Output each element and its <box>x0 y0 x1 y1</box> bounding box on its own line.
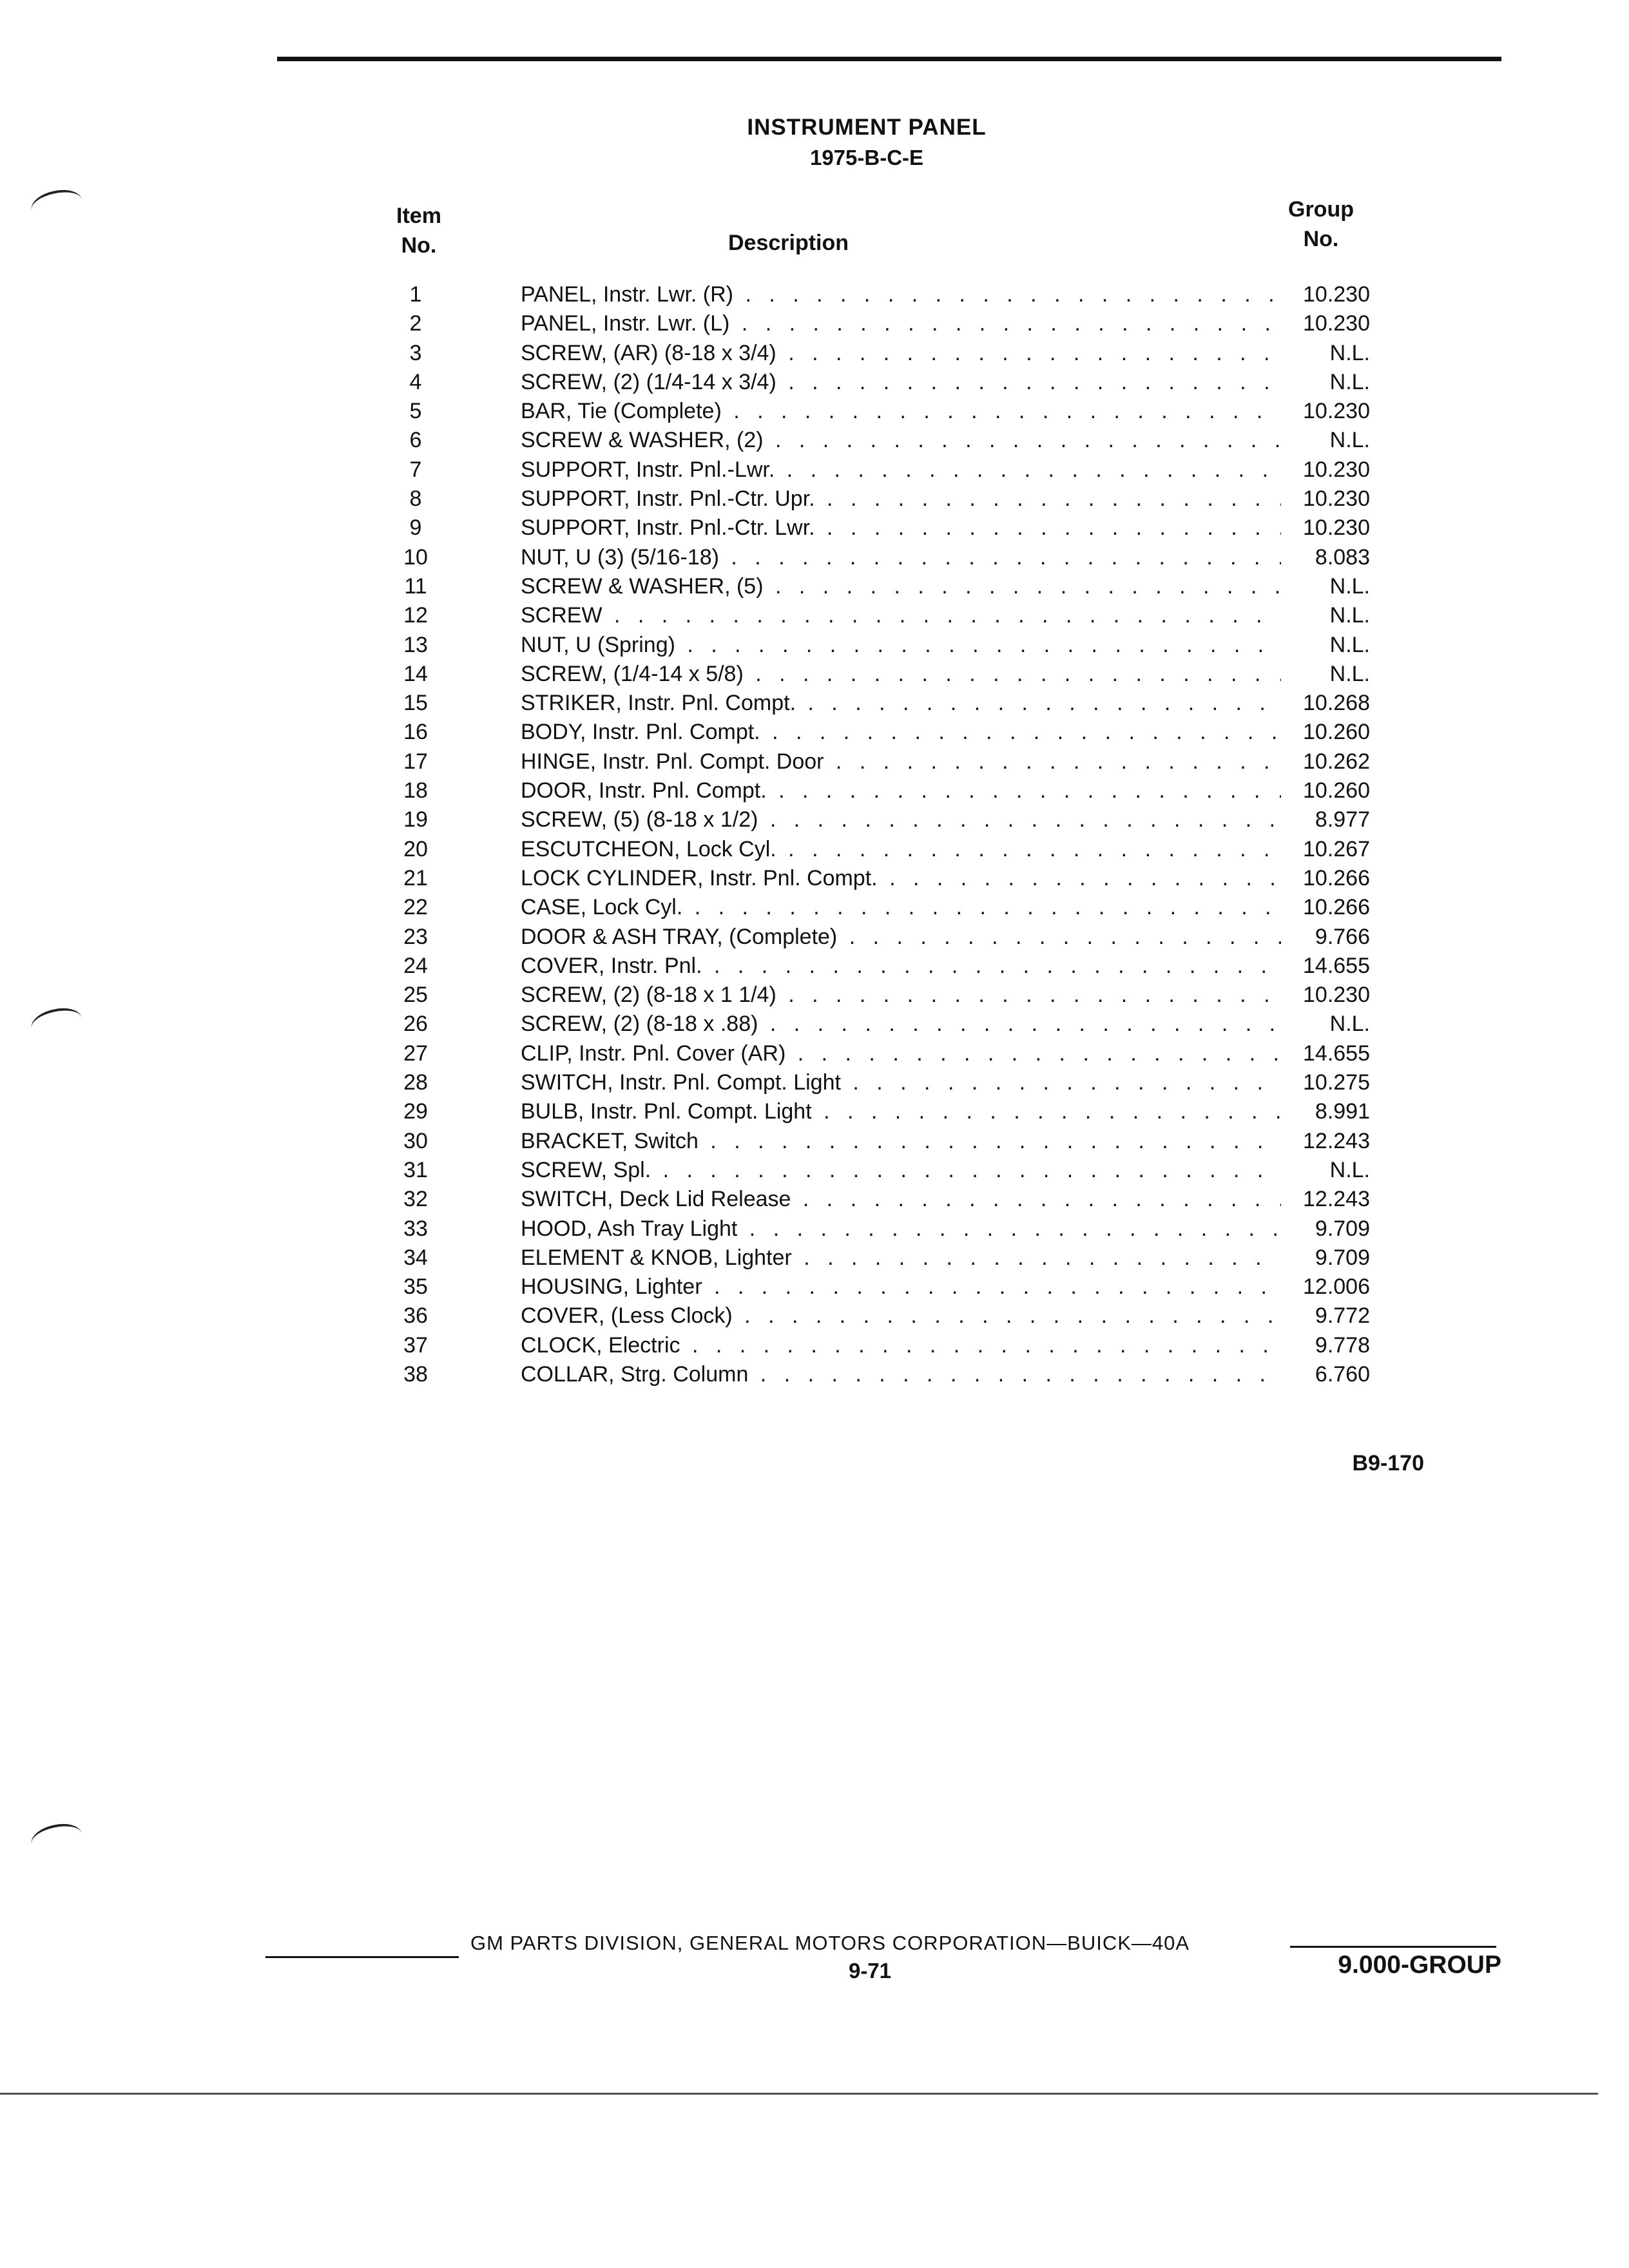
group-number: N.L. <box>1329 369 1370 394</box>
item-number: 7 <box>409 457 422 482</box>
item-number: 13 <box>403 632 428 657</box>
group-number: 8.977 <box>1315 807 1370 832</box>
footer-page-number: 9-71 <box>848 1959 892 1983</box>
column-header-description: Description <box>728 231 849 255</box>
parts-row <box>0 1302 1629 1331</box>
item-number: 20 <box>403 836 428 861</box>
item-description: BODY, Instr. Pnl. Compt. . . . <box>521 718 1281 747</box>
group-number: 12.243 <box>1303 1187 1370 1212</box>
item-number: 35 <box>403 1274 428 1300</box>
item-number: 24 <box>403 953 428 978</box>
group-number: N.L. <box>1329 428 1370 453</box>
group-number: 10.275 <box>1303 1070 1370 1095</box>
group-number: 10.266 <box>1303 895 1370 920</box>
item-description: ELEMENT & KNOB, Lighter . . . <box>521 1244 1281 1273</box>
group-number: 10.267 <box>1303 836 1370 861</box>
group-number: 10.268 <box>1303 691 1370 716</box>
item-description: SCREW & WASHER, (5) . . . <box>521 572 1281 601</box>
item-number: 4 <box>409 369 422 394</box>
page-subtitle: 1975-B-C-E <box>809 146 924 169</box>
parts-row <box>0 456 1629 485</box>
item-number: 17 <box>403 749 428 774</box>
group-number: 12.243 <box>1303 1128 1370 1153</box>
parts-row <box>0 631 1629 660</box>
item-number: 1 <box>409 282 422 307</box>
item-description: SUPPORT, Instr. Pnl.-Lwr. . . . <box>521 456 1281 485</box>
parts-row <box>0 1127 1629 1156</box>
item-description: SUPPORT, Instr. Pnl.-Ctr. Upr. . . . <box>521 485 1281 514</box>
parts-row <box>0 1331 1629 1360</box>
group-number: 10.260 <box>1303 720 1370 745</box>
binder-hole-mark <box>28 186 84 224</box>
item-number: 16 <box>403 720 428 745</box>
parts-row <box>0 893 1629 922</box>
item-description: SCREW, (1/4-14 x 5/8) . . . <box>521 660 1281 689</box>
group-number: 10.230 <box>1303 399 1370 424</box>
item-number: 15 <box>403 691 428 716</box>
item-description: SCREW, (2) (1/4-14 x 3/4) . . . <box>521 368 1281 397</box>
group-number: 6.760 <box>1315 1361 1370 1387</box>
group-number: N.L. <box>1329 632 1370 657</box>
item-description: SCREW, (5) (8-18 x 1/2) . . . <box>521 805 1281 834</box>
item-description: BAR, Tie (Complete) . . . <box>521 397 1281 426</box>
group-label: 9.000-GROUP <box>1338 1951 1501 1979</box>
parts-row <box>0 1010 1629 1039</box>
parts-row <box>0 952 1629 981</box>
parts-row <box>0 1185 1629 1214</box>
binder-hole-mark <box>28 1820 84 1858</box>
item-description: PANEL, Instr. Lwr. (R) . . . <box>521 280 1281 309</box>
top-rule <box>277 57 1501 61</box>
item-description: LOCK CYLINDER, Instr. Pnl. Compt. . . . <box>521 864 1281 893</box>
parts-row <box>0 514 1629 543</box>
item-number: 36 <box>403 1303 428 1329</box>
item-description: SWITCH, Instr. Pnl. Compt. Light . . . <box>521 1068 1281 1097</box>
group-number: 10.266 <box>1303 865 1370 890</box>
parts-row <box>0 805 1629 834</box>
item-number: 8 <box>409 486 422 512</box>
item-description: PANEL, Instr. Lwr. (L) . . . <box>521 309 1281 338</box>
item-description: HOUSING, Lighter . . . <box>521 1273 1281 1302</box>
parts-row <box>0 1273 1629 1302</box>
group-number: 14.655 <box>1303 1041 1370 1066</box>
group-number: 12.006 <box>1303 1274 1370 1300</box>
parts-row <box>0 572 1629 601</box>
parts-row <box>0 660 1629 689</box>
group-number: 9.772 <box>1315 1303 1370 1329</box>
item-number: 18 <box>403 778 428 803</box>
group-number: N.L. <box>1329 573 1370 599</box>
group-number: N.L. <box>1329 661 1370 686</box>
parts-row <box>0 1068 1629 1097</box>
parts-row <box>0 776 1629 805</box>
parts-row <box>0 601 1629 630</box>
column-header-item-no-text: Item No. <box>396 204 441 258</box>
item-number: 34 <box>403 1245 428 1270</box>
group-number: N.L. <box>1329 603 1370 628</box>
item-description: COVER, Instr. Pnl. . . . <box>521 952 1281 981</box>
item-description: SCREW & WASHER, (2) . . . <box>521 426 1281 455</box>
page-code: B9-170 <box>1352 1451 1424 1475</box>
parts-row <box>0 923 1629 952</box>
group-number: 10.230 <box>1303 282 1370 307</box>
group-number: N.L. <box>1329 1157 1370 1182</box>
parts-row <box>0 339 1629 368</box>
item-number: 22 <box>403 895 428 920</box>
parts-row <box>0 309 1629 338</box>
item-number: 29 <box>403 1099 428 1124</box>
item-description: COLLAR, Strg. Column . . . <box>521 1360 1281 1389</box>
item-description: HINGE, Instr. Pnl. Compt. Door . . . <box>521 747 1281 776</box>
item-description: STRIKER, Instr. Pnl. Compt. . . . <box>521 689 1281 718</box>
footer-rule-right <box>1290 1946 1496 1948</box>
parts-row <box>0 747 1629 776</box>
item-description: SCREW . . . <box>521 601 1281 630</box>
item-number: 21 <box>403 865 428 890</box>
item-description: SCREW, Spl. . . . <box>521 1156 1281 1185</box>
item-description: SCREW, (2) (8-18 x .88) . . . <box>521 1010 1281 1039</box>
parts-row <box>0 864 1629 893</box>
item-description: ESCUTCHEON, Lock Cyl. . . . <box>521 835 1281 864</box>
bottom-rule <box>0 2093 1598 2095</box>
item-description: NUT, U (3) (5/16-18) . . . <box>521 543 1281 572</box>
group-number: 10.230 <box>1303 515 1370 541</box>
group-number: 9.709 <box>1315 1216 1370 1241</box>
item-number: 23 <box>403 924 428 949</box>
item-number: 19 <box>403 807 428 832</box>
group-number: 9.766 <box>1315 924 1370 949</box>
item-description: SWITCH, Deck Lid Release . . . <box>521 1185 1281 1214</box>
group-number: 9.709 <box>1315 1245 1370 1270</box>
item-number: 14 <box>403 661 428 686</box>
item-number: 26 <box>403 1012 428 1037</box>
parts-row <box>0 689 1629 718</box>
item-description: COVER, (Less Clock) . . . <box>521 1302 1281 1331</box>
parts-row <box>0 1039 1629 1068</box>
column-header-item-no <box>380 201 458 260</box>
item-number: 3 <box>409 340 422 365</box>
item-description: DOOR, Instr. Pnl. Compt. . . . <box>521 776 1281 805</box>
column-header-group-no-text: Group No. <box>1288 197 1354 251</box>
parts-row <box>0 1097 1629 1126</box>
item-description: NUT, U (Spring) . . . <box>521 631 1281 660</box>
parts-row <box>0 1244 1629 1273</box>
parts-row <box>0 280 1629 309</box>
parts-list <box>0 280 1629 1389</box>
group-number: 14.655 <box>1303 953 1370 978</box>
group-number: 8.991 <box>1315 1099 1370 1124</box>
parts-row <box>0 1156 1629 1185</box>
item-description: BULB, Instr. Pnl. Compt. Light . . . <box>521 1097 1281 1126</box>
item-number: 10 <box>403 544 428 570</box>
group-number: 9.778 <box>1315 1332 1370 1358</box>
item-number: 11 <box>404 573 427 599</box>
item-description: HOOD, Ash Tray Light . . . <box>521 1215 1281 1244</box>
parts-row <box>0 543 1629 572</box>
item-number: 25 <box>403 983 428 1008</box>
item-number: 28 <box>403 1070 428 1095</box>
footer-rule-left <box>265 1956 459 1958</box>
item-number: 32 <box>403 1187 428 1212</box>
footer-publisher: GM PARTS DIVISION, GENERAL MOTORS CORPORATION—BUICK—40A <box>470 1932 1190 1954</box>
item-number: 5 <box>409 399 422 424</box>
item-number: 38 <box>403 1361 428 1387</box>
item-number: 9 <box>409 515 422 541</box>
parts-row <box>0 426 1629 455</box>
item-description: SUPPORT, Instr. Pnl.-Ctr. Lwr. . . . <box>521 514 1281 543</box>
item-description: SCREW, (2) (8-18 x 1 1/4) . . . <box>521 981 1281 1010</box>
item-number: 12 <box>403 603 428 628</box>
item-number: 33 <box>403 1216 428 1241</box>
page-title: INSTRUMENT PANEL <box>747 115 987 140</box>
item-description: BRACKET, Switch . . . <box>521 1127 1281 1156</box>
item-description: DOOR & ASH TRAY, (Complete) . . . <box>521 923 1281 952</box>
item-number: 6 <box>409 428 422 453</box>
parts-row <box>0 718 1629 747</box>
parts-row <box>0 368 1629 397</box>
group-number: 10.230 <box>1303 486 1370 512</box>
parts-row <box>0 1215 1629 1244</box>
item-description: SCREW, (AR) (8-18 x 3/4) . . . <box>521 339 1281 368</box>
parts-row <box>0 835 1629 864</box>
column-header-group-no <box>1257 195 1385 254</box>
item-number: 27 <box>403 1041 428 1066</box>
parts-row <box>0 397 1629 426</box>
group-number: N.L. <box>1329 1012 1370 1037</box>
item-description: CLOCK, Electric . . . <box>521 1331 1281 1360</box>
item-description: CLIP, Instr. Pnl. Cover (AR) . . . <box>521 1039 1281 1068</box>
item-number: 30 <box>403 1128 428 1153</box>
parts-row <box>0 981 1629 1010</box>
parts-row <box>0 1360 1629 1389</box>
group-number: 10.230 <box>1303 457 1370 482</box>
item-description: CASE, Lock Cyl. . . . <box>521 893 1281 922</box>
group-number: 10.260 <box>1303 778 1370 803</box>
group-number: 10.230 <box>1303 983 1370 1008</box>
group-number: 8.083 <box>1315 544 1370 570</box>
item-number: 2 <box>409 311 422 336</box>
group-number: 10.230 <box>1303 311 1370 336</box>
group-number: N.L. <box>1329 340 1370 365</box>
item-number: 31 <box>403 1157 428 1182</box>
group-number: 10.262 <box>1303 749 1370 774</box>
parts-row <box>0 485 1629 514</box>
item-number: 37 <box>403 1332 428 1358</box>
